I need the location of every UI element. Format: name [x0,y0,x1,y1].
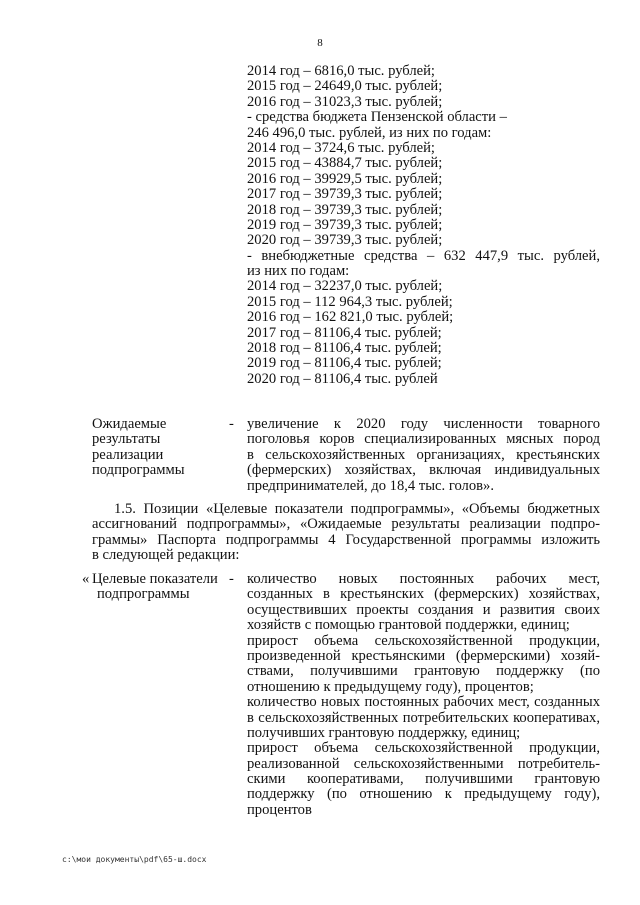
label-line: реализации [92,446,164,463]
page-number: 8 [317,37,323,49]
value-line: хозяйств с помощью грантовой поддержки, единиц; [247,617,570,634]
expected-results-label [92,417,210,479]
value-line: процентов [247,801,312,818]
value-line: в сельскохозяйственных организациях, крестьянских [247,446,600,463]
value-line: отношению к предыдущему году), процентов; [247,678,534,695]
value-line: предпринимателей, до 18,4 тыс. голов». [247,477,494,494]
funding-line: 2015 год – 43884,7 тыс. рублей; [247,155,443,172]
funding-line: 2015 год – 24649,0 тыс. рублей; [247,78,443,95]
label-line: результаты [92,431,161,448]
funding-line: 2017 год – 39739,3 тыс. рублей; [247,186,443,203]
funding-line: 2015 год – 112 964,3 тыс. рублей; [247,293,453,310]
target-indicators-label [92,572,222,603]
value-line: реализованной сельскохозяйственными потребитель- [247,755,600,772]
paragraph-line: 1.5. Позиции «Целевые показатели подпрограммы», «Объемы бюджетных [114,501,600,517]
value-line: количество новых постоянных рабочих мест, созданных [247,694,600,711]
expected-results-value [247,417,600,494]
funding-line: 2019 год – 81106,4 тыс. рублей; [247,355,442,372]
label-line: подпрограммы [92,462,185,479]
separator-dash: - [229,571,234,587]
value-line: поддержку (по отношению к предыдущему году), [247,786,600,803]
funding-line: 2016 год – 31023,3 тыс. рублей; [247,93,443,110]
funding-line: 2016 год – 162 821,0 тыс. рублей; [247,309,454,326]
value-line: количество новых постоянных рабочих мест, [247,571,600,587]
value-line: осуществивших проекты создания и развития своих [247,601,600,618]
funding-line: 2019 год – 39739,3 тыс. рублей; [247,216,443,233]
funding-line: 2017 год – 81106,4 тыс. рублей; [247,324,442,341]
funding-line: 2020 год – 39739,3 тыс. рублей; [247,232,443,249]
value-line: скими кооперативами, получившими грантовую [247,771,600,788]
funding-line: 2020 год – 81106,4 тыс. рублей [247,370,438,387]
value-line: прирост объема сельскохозяйственной продукции, [247,740,600,757]
value-line: созданных в крестьянских (фермерских) хозяйствах, [247,586,600,603]
value-line: (фермерских) хозяйствах, включая индивидуальных [247,462,600,479]
funding-line: 2014 год – 3724,6 тыс. рублей; [247,139,435,156]
funding-line: - внебюджетные средства – 632 447,9 тыс. рублей, [247,247,600,264]
funding-line: - средства бюджета Пензенской области – [247,109,507,126]
funding-line: 2018 год – 39739,3 тыс. рублей; [247,201,443,218]
value-line: в сельскохозяйственных потребительских кооперативах, [247,709,600,726]
paragraph-line: в следующей редакции: [92,547,240,564]
funding-line: 246 496,0 тыс. рублей, из них по годам: [247,124,492,141]
label-line: Целевые показатели [92,571,218,587]
value-line: произведенной крестьянскими (фермерскими) хозяй- [247,647,600,664]
funding-line: 2016 год – 39929,5 тыс. рублей; [247,170,443,187]
file-path-footer: c:\мои документы\pdf\65-ш.docx [62,855,207,864]
section-paragraph [92,502,600,564]
label-line: Ожидаемые [92,416,167,432]
paragraph-line: граммы» Паспорта подпрограммы 4 Государственной программы изложить [92,531,600,548]
value-line: ствами, получившими грантовую поддержку (по [247,663,600,680]
funding-line: 2014 год – 32237,0 тыс. рублей; [247,278,443,295]
target-indicators-value [247,572,600,818]
paragraph-line: ассигнований подпрограммы», «Ожидаемые результаты реализации подпро- [92,516,600,533]
value-line: поголовья коров специализированных мясных пород [247,431,600,448]
opening-quote: « [82,571,90,587]
separator-dash: - [229,416,234,432]
value-line: увеличение к 2020 году численности товарного [247,416,600,432]
funding-line: 2018 год – 81106,4 тыс. рублей; [247,340,442,357]
funding-block [247,64,600,387]
funding-line: из них по годам: [247,263,350,280]
value-line: получивших грантовую поддержку, единиц; [247,724,521,741]
funding-line: 2014 год – 6816,0 тыс. рублей; [247,63,435,79]
value-line: прирост объема сельскохозяйственной продукции, [247,632,600,649]
label-line: подпрограммы [97,586,190,603]
